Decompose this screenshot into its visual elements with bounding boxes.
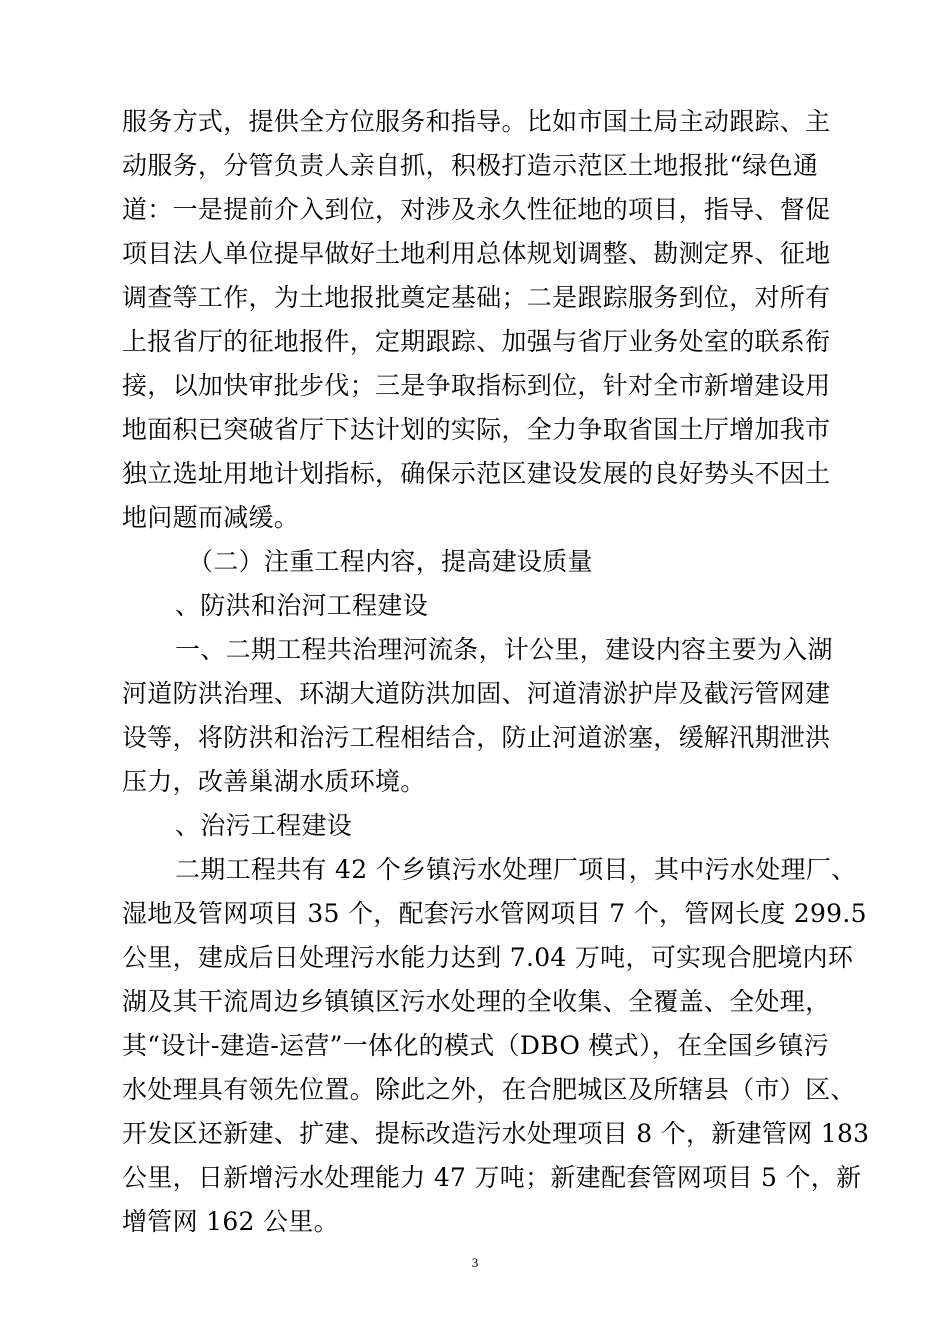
paragraph-line: 二期工程共有 42 个乡镇污水处理厂项目，其中污水处理厂、 [175,855,857,884]
section-heading: （二）注重工程内容，提高建设质量 [188,547,593,576]
paragraph-line: 设等，将防洪和治污工程相结合，防止河道淤塞，缓解汛期泄洪 [122,723,831,752]
subsection-heading: 、防洪和治河工程建设 [175,591,429,620]
paragraph-line: 湖及其干流周边乡镇镇区污水处理的全收集、全覆盖、全处理， [122,987,831,1016]
paragraph-line: 开发区还新建、扩建、提标改造污水处理项目 8 个，新建管网 183 [122,1119,870,1148]
page-number: 3 [471,1255,479,1270]
paragraph-line: 地问题而减缓。 [122,503,300,532]
paragraph-line: 项目法人单位提早做好土地利用总体规划调整、勘测定界、征地 [122,239,831,268]
paragraph-line: 一、二期工程共治理河流条，计公里，建设内容主要为入湖 [175,635,833,664]
paragraph-line: 接，以加快审批步伐；三是争取指标到位，针对全市新增建设用 [122,371,831,400]
paragraph-line: 动服务，分管负责人亲自抓，积极打造示范区土地报批“绿色通 [122,151,819,180]
paragraph-line: 调查等工作，为土地报批奠定基础；二是跟踪服务到位，对所有 [122,283,831,312]
paragraph-line: 独立选址用地计划指标，确保示范区建设发展的良好势头不因土 [122,459,831,488]
paragraph-line: 公里，日新增污水处理能力 47 万吨；新建配套管网项目 5 个，新 [122,1163,862,1192]
paragraph-line: 河道防洪治理、环湖大道防洪加固、河道清淤护岸及截污管网建 [122,679,831,708]
paragraph-line: 道：一是提前介入到位，对涉及永久性征地的项目，指导、督促 [122,195,831,224]
paragraph-line: 增管网 162 公里。 [122,1207,339,1236]
paragraph-line: 其“设计-建造-运营”一体化的模式（DBO 模式），在全国乡镇污 [122,1031,829,1060]
paragraph-line: 公里，建成后日处理污水能力达到 7.04 万吨，可实现合肥境内环 [122,943,854,972]
subsection-heading: 、治污工程建设 [175,811,353,840]
paragraph-line: 压力，改善巢湖水质环境。 [122,767,426,796]
paragraph-line: 上报省厅的征地报件，定期跟踪、加强与省厅业务处室的联系衔 [122,327,831,356]
paragraph-line: 服务方式，提供全方位服务和指导。比如市国土局主动跟踪、主 [122,107,831,136]
paragraph-line: 水处理具有领先位置。除此之外，在合肥城区及所辖县（市）区、 [122,1075,856,1104]
paragraph-line: 湿地及管网项目 35 个，配套污水管网项目 7 个，管网长度 299.5 [122,899,867,928]
paragraph-line: 地面积已突破省厅下达计划的实际，全力争取省国土厅增加我市 [122,415,831,444]
